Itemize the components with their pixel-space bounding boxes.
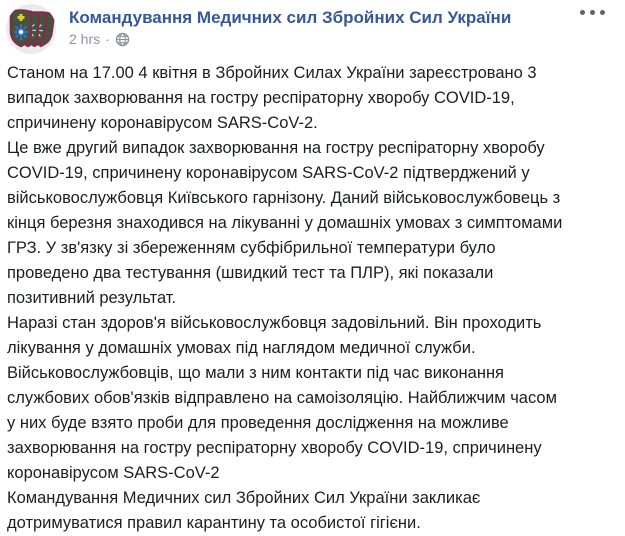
post-options-button[interactable]: [576, 4, 609, 21]
post-meta: [69, 31, 511, 48]
post-text-line: дотримуватися правил карантину та особистої гігієни.: [7, 514, 421, 532]
post-text-line: військовослужбовця Київського гарнізону. Даний військовослужбовець з: [7, 189, 561, 207]
post-text-line: Військовослужбовців, що мали з ним контакти під час виконання: [7, 364, 504, 382]
ellipsis-icon: [580, 10, 585, 15]
post-text-line: спричинену коронавірусом SARS-CoV-2.: [7, 114, 318, 132]
post-header-text: [69, 4, 511, 48]
page-avatar-image: [6, 4, 56, 54]
post-text-line: кінця березня знаходився на лікуванні у домашніх умовах з симптомами: [7, 214, 563, 232]
post-text-line: захворювання на гостру респіраторну хворобу COVID-19, спричинену: [7, 439, 542, 457]
post-text-line: позитивний результат.: [7, 289, 177, 307]
post-text-line: ГРЗ. У зв'язку зі збереженням субфібрильної температури було: [7, 239, 496, 257]
post-text-line: Наразі стан здоров'я військовослужбовця задовільний. Він проходить: [7, 314, 542, 332]
post-text-line: випадок захворювання на гостру респіраторну хворобу COVID-19,: [7, 89, 515, 107]
post-text-line: Станом на 17.00 4 квітня в Збройних Силах України зареєстровано 3: [7, 64, 537, 82]
post-text-line: у них буде взято проби для проведення дослідження на можливе: [7, 414, 509, 432]
meta-separator: ·: [105, 31, 110, 47]
post-text-line: проведено два тестування (швидкий тест та ПЛР), які показали: [7, 264, 494, 282]
post-header: [0, 0, 625, 54]
page-avatar[interactable]: [6, 4, 56, 54]
page-name-link[interactable]: Командування Медичних сил Збройних Сил України: [69, 8, 512, 27]
post-text-line: службових обов'язків відправлено на самоізоляцію. Найближчим часом: [7, 389, 557, 407]
post-text: [0, 61, 625, 536]
post-text-line: лікування у домашніх умовах під наглядом медичної служби.: [7, 339, 476, 357]
post-text-line: COVID-19, спричинену коронавірусом SARS-CoV-2 підтверджений у: [7, 164, 530, 182]
post-timestamp[interactable]: 2 hrs: [69, 31, 101, 47]
post-text-line: Командування Медичних сил Збройних Сил України закликає: [7, 489, 481, 507]
post-text-line: Це вже другий випадок захворювання на гостру респіраторну хворобу: [7, 139, 545, 157]
post-text-line: коронавірусом SARS-CoV-2: [7, 464, 220, 482]
globe-icon: [115, 32, 130, 47]
